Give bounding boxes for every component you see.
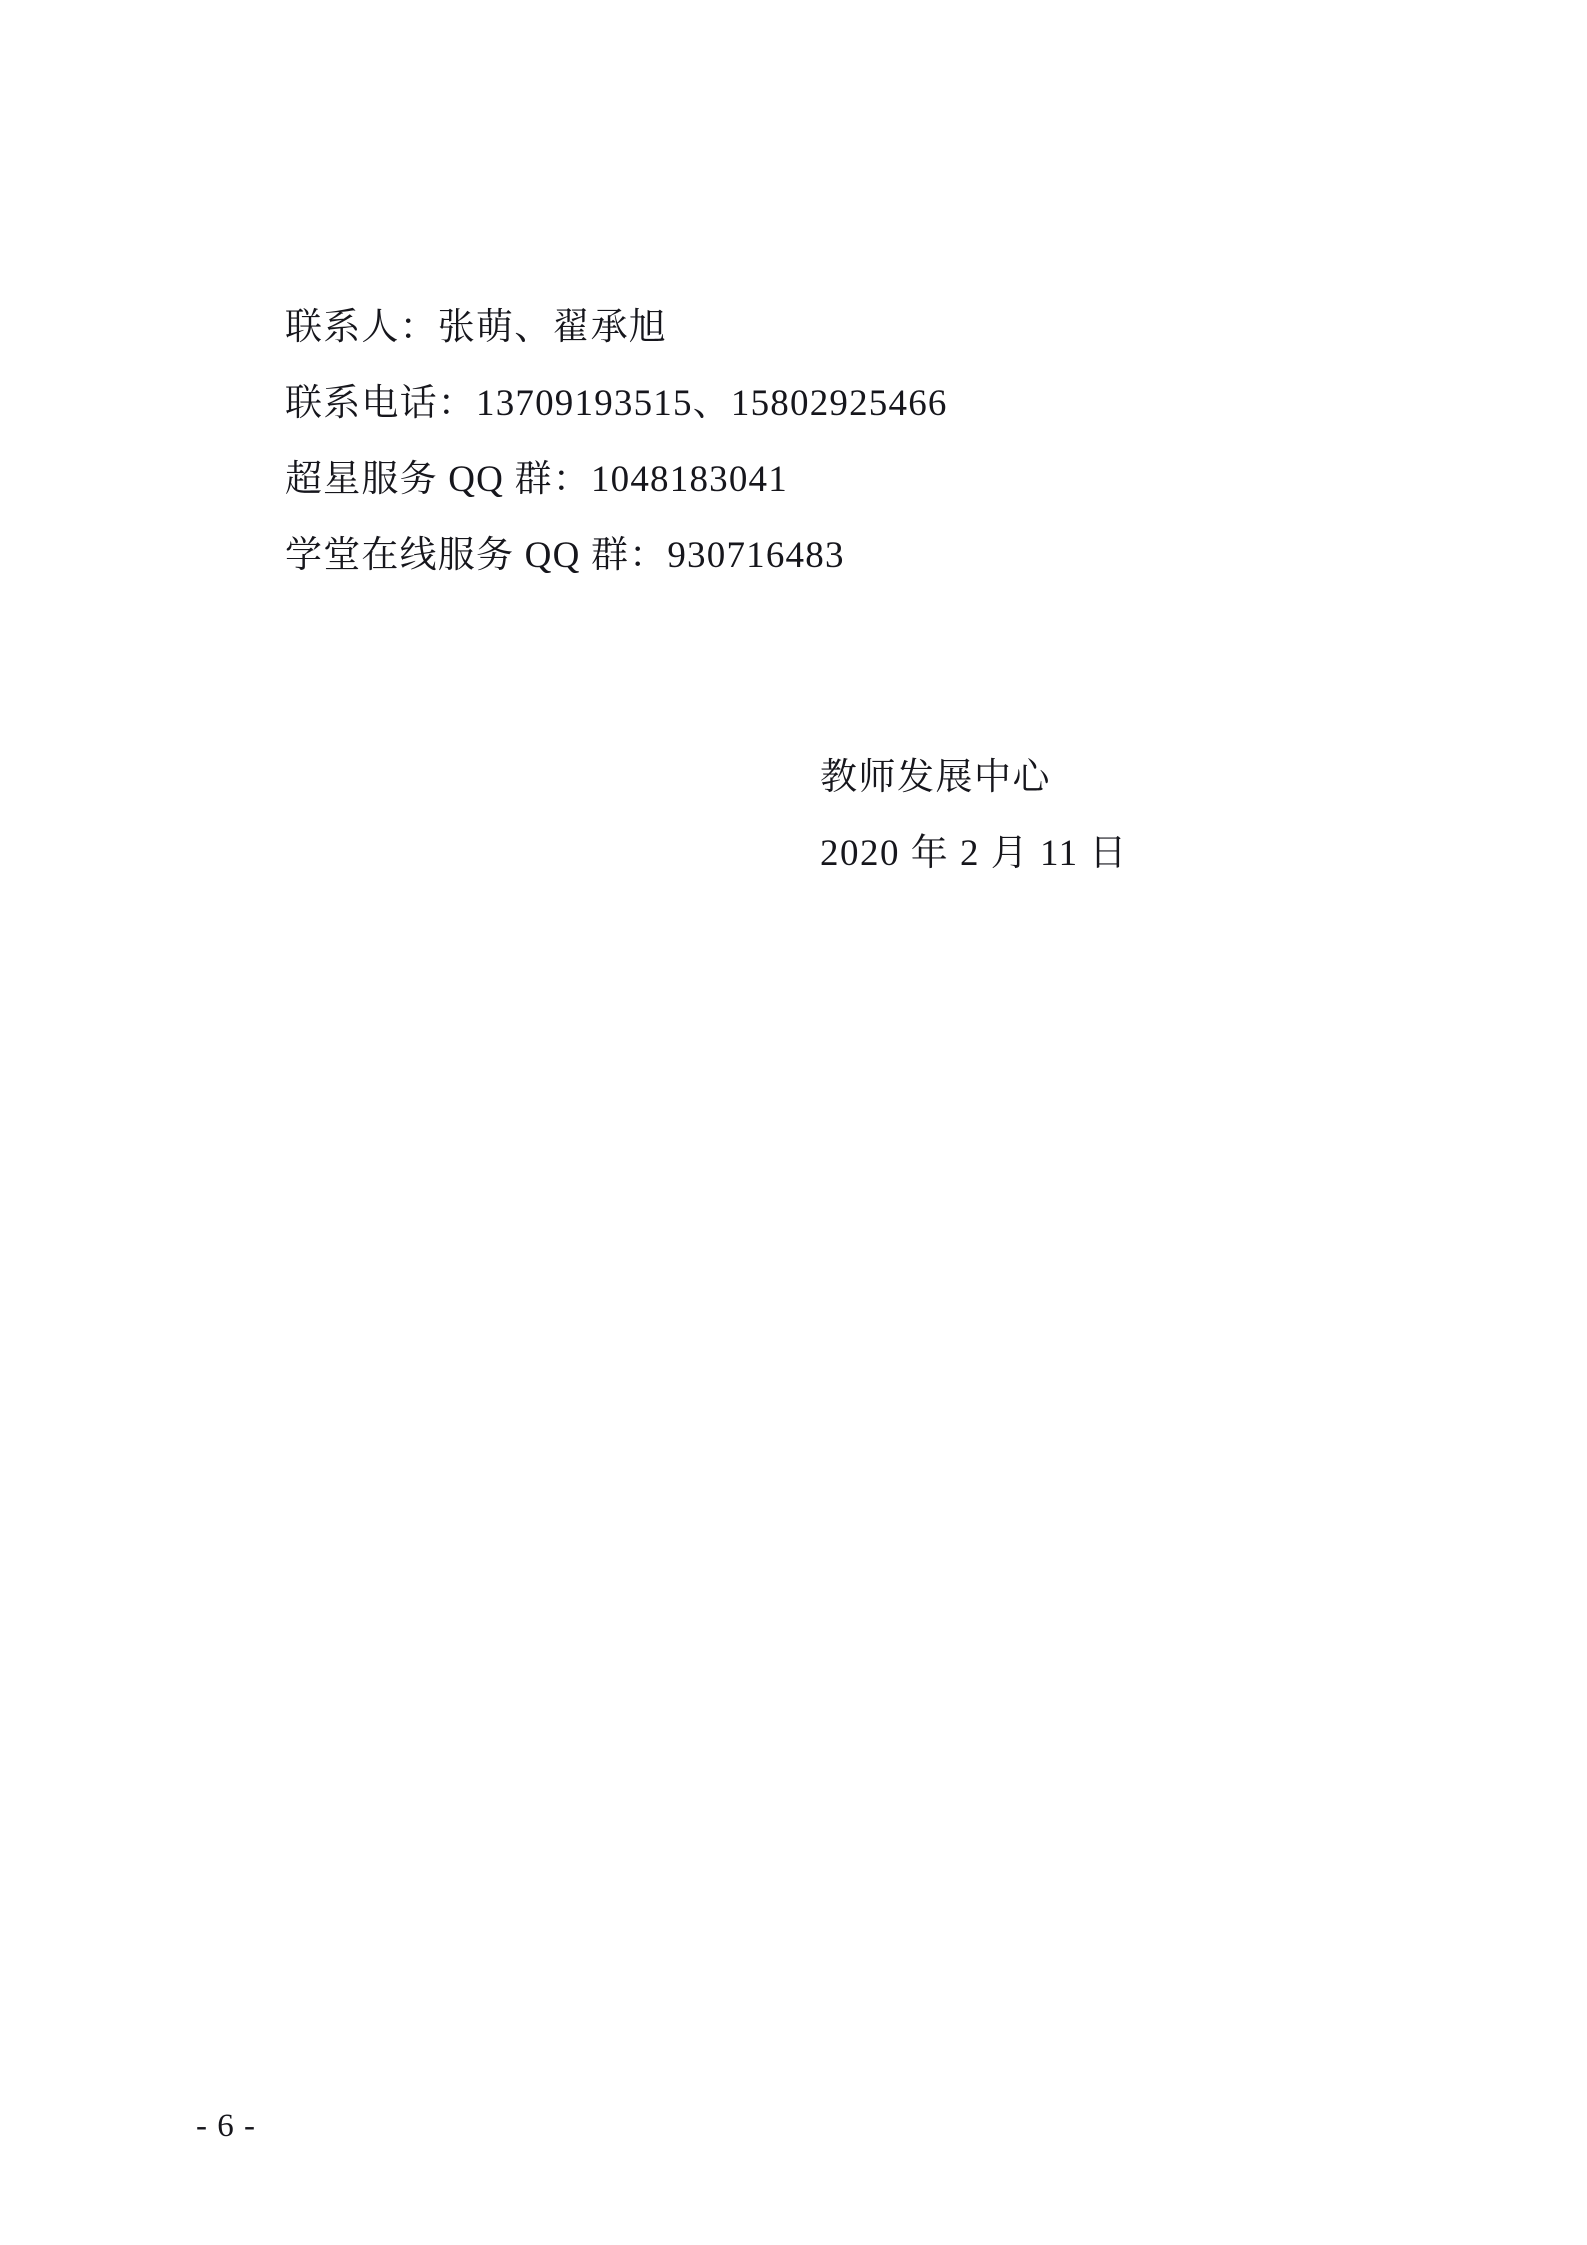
signature-block [820, 740, 1320, 892]
issue-date: 2020 年 2 月 11 日 [820, 833, 1128, 874]
contact-phone-line: 联系电话：13709193515、15802925466 [285, 383, 948, 424]
chaoxing-qq-group-line: 超星服务 QQ 群：1048183041 [285, 459, 788, 500]
page-number: - 6 - [196, 2108, 256, 2144]
contact-person-line: 联系人：张萌、翟承旭 [285, 307, 667, 348]
contact-information-block [285, 290, 1335, 594]
xuetangonline-qq-group-line: 学堂在线服务 QQ 群：930716483 [285, 535, 845, 576]
issuing-department: 教师发展中心 [820, 757, 1051, 798]
